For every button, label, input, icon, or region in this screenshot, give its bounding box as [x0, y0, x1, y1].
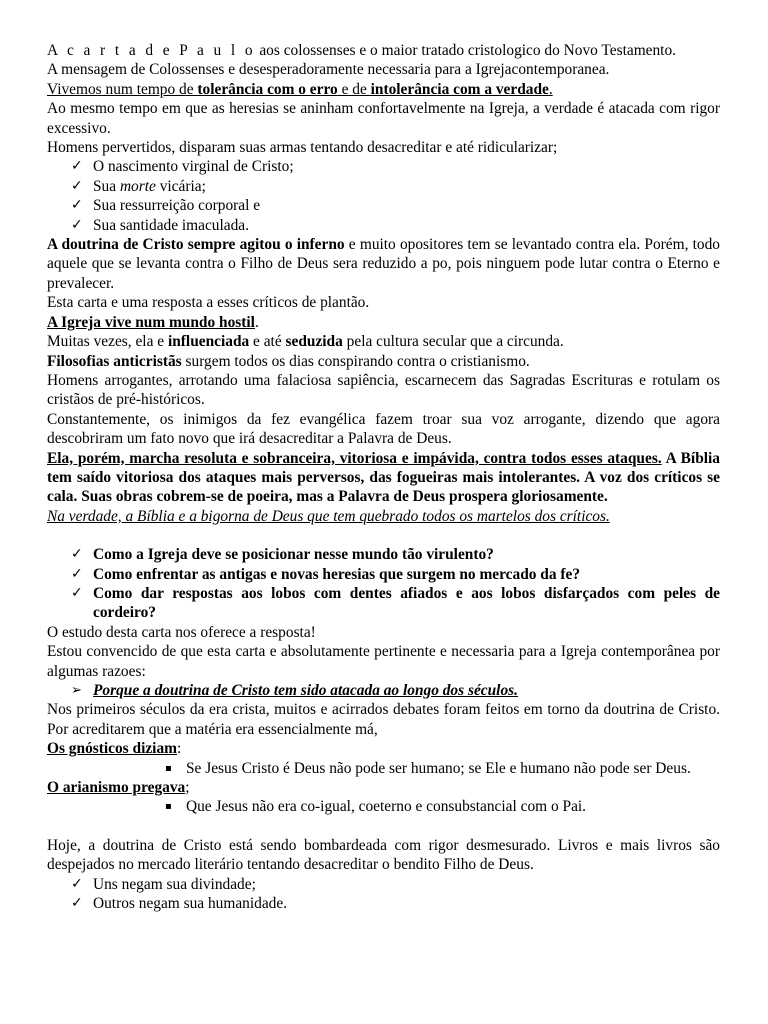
list-item: ✓ Como dar respostas aos lobos com dentes afiados e aos lobos disfarçados com peles de cordeiro? [71, 584, 720, 622]
arianismo-item: ▪ Que Jesus não era co-igual, coeterno e consubstancial com o Pai. [165, 798, 587, 816]
check-icon: ✓ [71, 584, 83, 601]
hoje-paragraph: Hoje, a doutrina de Cristo está sendo bombardeada com rigor desmesurado. Livros e mais livros são despejados no mercado literário tentando desacreditar o bendito Filho de Deus. [47, 836, 720, 874]
arianismo-heading: O arianismo pregava; [47, 779, 190, 797]
attacks-checklist [47, 157, 720, 235]
resposta-line: Esta carta e uma resposta a esses críticos de plantão. [47, 294, 370, 312]
list-item: ✓ Outros negam sua humanidade. [71, 895, 288, 913]
intro-title-spaced: A c a r t a d e P a u l o [47, 42, 256, 59]
inferno-paragraph: A doutrina de Cristo sempre agitou o inferno e muito opositores tem se levantado contra ela. Porém, todo aquele que se levanta contra o Filho de Deus sera reduzido a po, pois ninguem pode lutar contra o Eterno e prevalecer. [47, 236, 720, 292]
constantemente-paragraph: Constantemente, os inimigos da fez evangélica fazem troar sua voz arrogante, dizendo que agora descobriram um fato novo que irá desacreditar a Palavra de Deus. [47, 410, 720, 448]
arrow-icon: ➢ [71, 683, 82, 698]
muitas-line: Muitas vezes, ela e influenciada e até seduzida pela cultura secular que a circunda. [47, 333, 564, 351]
list-item: ✓ Sua santidade imaculada. [71, 216, 249, 234]
spacer [47, 526, 720, 545]
square-bullet-icon: ▪ [165, 762, 172, 774]
list-item: ✓ Como enfrentar as antigas e novas heresias que surgem no mercado da fe? [71, 565, 581, 583]
check-icon: ✓ [71, 565, 83, 582]
check-icon: ✓ [71, 895, 83, 912]
filosofias-line: Filosofias anticristãs surgem todos os dias conspirando contra o cristianismo. [47, 352, 530, 370]
estudo-line: O estudo desta carta nos oferece a resposta! [47, 623, 316, 641]
arrogantes-paragraph: Homens arrogantes, arrotando uma falaciosa sapiência, escarnecem das Sagradas Escrituras e rotulam os cristãos de pré-históricos. [47, 371, 720, 409]
questions-checklist [47, 545, 720, 623]
convencido-paragraph: Estou convencido de que esta carta e absolutamente pertinente e necessaria para a Igreja contemporânea por algumas razoes: [47, 643, 720, 680]
square-bullet-icon: ▪ [165, 801, 172, 813]
check-icon: ✓ [71, 158, 83, 175]
negam-checklist [47, 875, 720, 914]
hostil-heading: A Igreja vive num mundo hostil. [47, 313, 259, 331]
check-icon: ✓ [71, 216, 83, 233]
list-item: ✓ Sua morte vicária; [71, 177, 206, 195]
intro-line-3: Vivemos num tempo de tolerância com o erro e de intolerância com a verdade. [47, 80, 553, 98]
intro-line-1: A c a r t a d e P a u l o aos colossenses e o maior tratado cristologico do Novo Testamento. [47, 42, 677, 59]
marcha-paragraph: Ela, porém, marcha resoluta e sobranceira, vitoriosa e impávida, contra todos esses ataques. A Bíblia tem saído vitoriosa dos ataques mais perversos, das fogueiras mais intolerantes. A voz dos críticos se cala. Suas obras cobrem-se de poeira, mas a Palavra de Deus prospera gloriosamente. [47, 449, 720, 506]
check-icon: ✓ [71, 177, 83, 194]
reason-item: ➢ Porque a doutrina de Cristo tem sido atacada ao longo dos séculos. [71, 682, 518, 699]
list-item: ✓ Como a Igreja deve se posicionar nesse mundo tão virulento? [71, 546, 494, 564]
check-icon: ✓ [71, 546, 83, 563]
list-item: ✓ Sua ressurreição corporal e [71, 197, 261, 215]
check-icon: ✓ [71, 197, 83, 214]
list-item: ✓ O nascimento virginal de Cristo; [71, 158, 294, 176]
intro-line-4: Ao mesmo tempo em que as heresias se aninham confortavelmente na Igreja, a verdade é atacada com rigor excessivo. [47, 100, 720, 137]
bigorna-line: Na verdade, a Bíblia e a bigorna de Deus que tem quebrado todos os martelos dos críticos. [47, 507, 610, 525]
primeiros-paragraph: Nos primeiros séculos da era crista, muitos e acirrados debates foram feitos em torno da doutrina de Cristo. Por acreditarem que a matéria era essencialmente má, [47, 701, 720, 738]
list-item: ✓ Uns negam sua divindade; [71, 875, 256, 893]
intro-line-2: A mensagem de Colossenses e desesperadoramente necessaria para a Igrejacontemporanea. [47, 61, 610, 79]
gnosticos-item: ▪ Se Jesus Cristo é Deus não pode ser humano; se Ele e humano não pode ser Deus. [165, 759, 691, 777]
gnosticos-heading: Os gnósticos diziam: [47, 740, 182, 758]
spacer [47, 817, 720, 836]
check-icon: ✓ [71, 875, 83, 892]
intro-line-5: Homens pervertidos, disparam suas armas tentando desacreditar e até ridicularizar; [47, 139, 558, 157]
